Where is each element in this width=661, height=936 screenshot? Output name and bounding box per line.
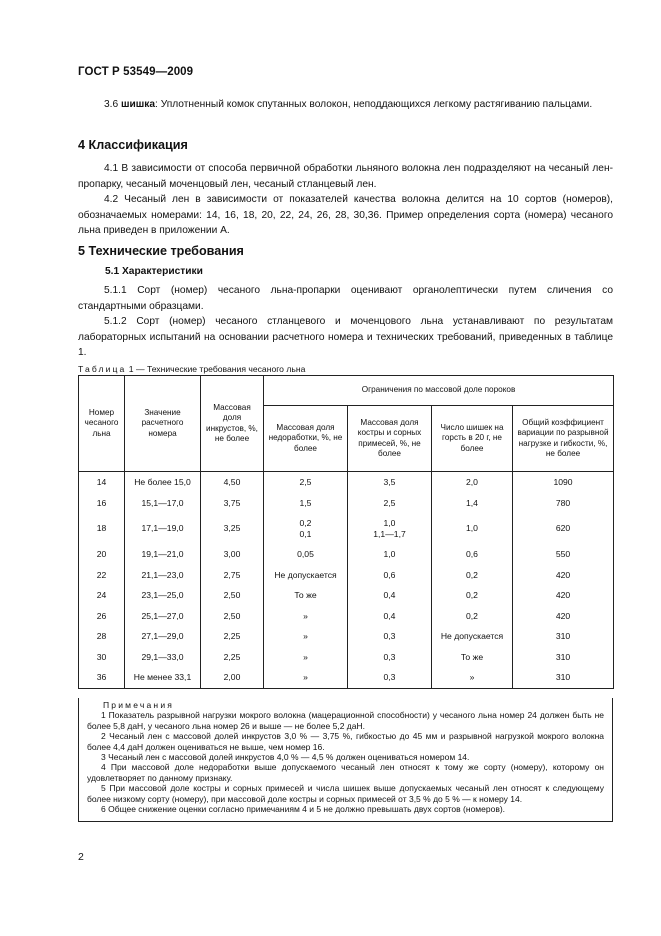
section-4-title: 4 Классификация: [78, 138, 188, 152]
header-incrust-share: Массовая доля инкрустов, %, не более: [201, 376, 264, 472]
table-row: 16 15,1—17,0 3,75 1,5 2,5 1,4 780: [79, 493, 614, 514]
table-row: 30 29,1—33,0 2,25 » 0,3 То же 310: [79, 647, 614, 668]
section-5-title: 5 Технические требования: [78, 244, 244, 258]
note-item: 1 Показатель разрывной нагрузки мокрого волокна (мацерационной способности) у чесаного льна номер 24 должен быть не более 5,8 даН, у чесаного льна номер 26 и выше — не более 5,2 даН.: [87, 710, 604, 731]
header-underprocessing: Массовая доля недоработки, %, не более: [264, 406, 348, 472]
definition-text: : Уплотненный комок спутанных волокон, неподдающихся легкому растягиванию пальцами.: [155, 99, 593, 110]
header-knots-count: Число шишек на горсть в 20 г, не более: [432, 406, 513, 472]
table-row: 24 23,1—25,0 2,50 То же 0,4 0,2 420: [79, 585, 614, 606]
note-item: 4 При массовой доле недоработки выше допускаемого чесаный лен относят к тому же сорту (номеру), которому он удовлетворяет по данному признаку.: [87, 762, 604, 783]
table-row: 28 27,1—29,0 2,25 » 0,3 Не допускается 310: [79, 626, 614, 647]
document-header: ГОСТ Р 53549—2009: [78, 66, 194, 78]
header-shive-impurities: Массовая доля костры и сорных примесей, %, не более: [348, 406, 432, 472]
definition-number: 3.6: [104, 99, 119, 110]
paragraph-5-1-1: 5.1.1 Сорт (номер) чесаного льна-пропарки оценивают органолептически путем сличения со стандартными образцами.: [78, 285, 613, 312]
note-item: 3 Чесаный лен с массовой долей инкрустов 4,0 % — 4,5 % должен оцениваться номером 14.: [101, 752, 470, 763]
table-row: 22 21,1—23,0 2,75 Не допускается 0,6 0,2 420: [79, 565, 614, 586]
note-item: 6 Общее снижение оценки согласно примечаниям 4 и 5 не должно превышать двух сортов (номеров).: [101, 804, 506, 815]
requirements-table: [78, 375, 614, 689]
table-row: 36 Не менее 33,1 2,00 » 0,3 » 310: [79, 667, 614, 688]
definition-3-6: [78, 97, 613, 113]
paragraph-4-2: 4.2 Чесаный лен в зависимости от показателей качества волокна делится на 10 сортов (номеров), обозначаемых номерами: 14, 16, 18, 20, 22, 24, 26, 28, 30,36. Пример определения сорта (номера) чесаного льна приведен в приложении А.: [78, 194, 613, 236]
note-item: 2 Чесаный лен с массовой долей инкрустов 3,0 % — 3,75 %, гибкостью до 45 мм и разрывной нагрузкой мокрого волокна более 4,4 даН должен оцениваться не выше, чем номер 16.: [87, 731, 604, 752]
header-defect-limits: Ограничения по массовой доле пороков: [264, 376, 614, 406]
note-item: 5 При массовой доле костры и сорных примесей и числа шишек выше допускаемых чесаный лен относят к следующему более низкому сорту (номеру), при массовой доле костры и сорных примесей от 3,5 % до 5 % — к номеру 14.: [87, 783, 604, 804]
page-number: 2: [78, 851, 84, 863]
table-row: 18 17,1—19,0 3,25 0,2 0,1 1,0 1,1—1,7 1,0 620: [79, 513, 614, 544]
table-notes: [78, 698, 613, 822]
paragraph-4-1: 4.1 В зависимости от способа первичной обработки льняного волокна лен подразделяют на чесаный лен-пропарку, чесаный моченцовый лен, чесаный стланцевый лен.: [78, 163, 613, 190]
paragraph-5-1-2: 5.1.2 Сорт (номер) чесаного стланцевого и моченцового льна устанавливают по результатам лабораторных испытаний на основании расчетного номера и технических требований, приведенных в таблице 1.: [78, 316, 613, 358]
table-row: 26 25,1—27,0 2,50 » 0,4 0,2 420: [79, 606, 614, 627]
header-variation-coef: Общий коэффициент вариации по разрывной нагрузке и гибкости, %, не более: [513, 406, 614, 472]
table-row: 14 Не более 15,0 4,50 2,5 3,5 2,0 1090: [79, 472, 614, 493]
table-caption: Таблица 1 — Технические требования чесаного льна: [78, 364, 306, 374]
table-row: 20 19,1—21,0 3,00 0,05 1,0 0,6 550: [79, 544, 614, 565]
definition-term: шишка: [121, 99, 156, 110]
subsection-5-1-title: 5.1 Характеристики: [105, 266, 203, 277]
notes-heading: Примечания: [103, 700, 175, 710]
header-flax-number: Номер чесаного льна: [79, 376, 125, 472]
header-calc-number: Значение расчетного номера: [125, 376, 201, 472]
